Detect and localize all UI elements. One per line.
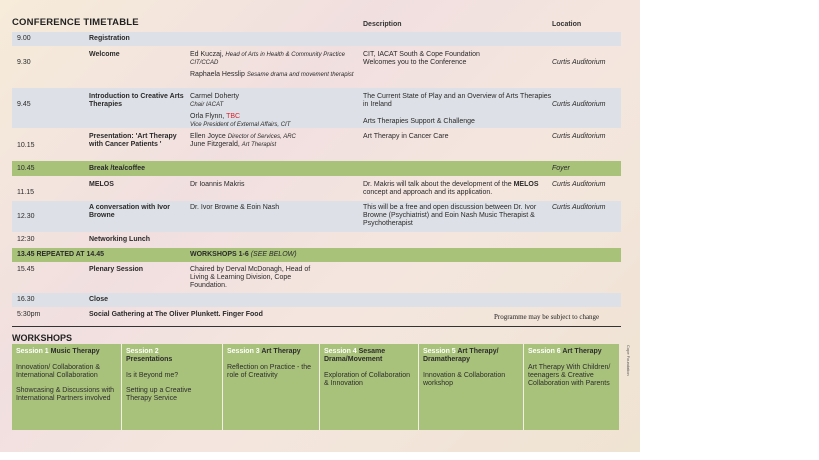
person-name: Orla Flynn, [190, 113, 225, 120]
person-name: Carmel Doherty [190, 93, 240, 100]
session-detail: Setting up a Creative Therapy Service [126, 387, 192, 402]
timetable-row [12, 293, 621, 307]
timetable-row [12, 161, 621, 176]
person-name: Ellen Joyce [190, 133, 226, 140]
row-people [190, 93, 355, 129]
row-location: Curtis Auditorium [552, 133, 606, 140]
description-emphasis: MELOS [513, 181, 539, 188]
row-time: 15.45 [17, 266, 35, 273]
timetable-row [12, 233, 621, 247]
workshops-label: WORKSHOPS 1-6 [190, 251, 249, 258]
workshops-note: (SEE BELOW) [250, 251, 297, 258]
workshops-grid [12, 344, 619, 430]
timetable-row [12, 129, 621, 160]
workshop-session-2 [122, 344, 223, 430]
row-time: 9.45 [17, 101, 31, 108]
row-title: A conversation with Ivor Browne [89, 204, 171, 219]
person-name: Ed Kuczaj, [190, 51, 224, 58]
row-location: Curtis Auditorium [552, 59, 606, 66]
person-role: Chair IACAT [190, 102, 224, 108]
row-title: Introduction to Creative Arts Therapies [89, 93, 184, 108]
session-name: Music Therapy [50, 348, 100, 355]
person-role: Director of Services, ARC [227, 134, 296, 140]
workshop-session-1 [12, 344, 122, 430]
row-time: 12:30 [17, 236, 35, 243]
tbc-badge: TBC [226, 113, 241, 120]
row-location: Curtis Auditorium [552, 101, 606, 108]
description-line: Arts Therapies Support & Challenge [363, 118, 475, 125]
session-detail: Innovation & Collaboration workshop [423, 372, 506, 387]
row-title: Welcome [89, 51, 120, 58]
description-column-header: Description [363, 21, 402, 28]
timetable-row [12, 177, 621, 200]
row-people [190, 133, 355, 149]
row-title: Social Gathering at The Oliver Plunkett. Finger Food [89, 311, 263, 318]
row-description [363, 181, 553, 197]
person-role: Art Therapist [241, 142, 277, 148]
session-detail: Reflection on Practice - the role of Creativity [227, 364, 312, 379]
row-time: 5:30pm [17, 311, 41, 318]
row-location: Foyer [552, 165, 570, 172]
row-title: Break /tea/coffee [89, 165, 146, 172]
row-location: Curtis Auditorium [552, 204, 606, 211]
row-description [363, 51, 553, 67]
workshops-title: WORKSHOPS [12, 333, 73, 343]
person-name: June Fitzgerald, [190, 141, 240, 148]
row-location: Curtis Auditorium [552, 181, 606, 188]
row-time: 10.15 [17, 142, 35, 149]
row-description: This will be a free and open discussion between Dr. Ivor Browne (Psychiatrist) and Eoin Nash Music Therapist & Psychotherapist [363, 204, 537, 227]
row-time: 13.45 REPEATED AT 14.45 [17, 251, 105, 258]
session-number: Session 3 [227, 348, 260, 355]
row-title: Close [89, 296, 109, 303]
section-divider [12, 326, 621, 327]
session-number: Session 5 [423, 348, 456, 355]
row-people [190, 51, 355, 79]
row-time: 9.30 [17, 59, 31, 66]
timetable-row [12, 263, 621, 291]
page-title: CONFERENCE TIMETABLE [12, 17, 139, 28]
session-name: Art Therapy [562, 348, 602, 355]
programme-note: Programme may be subject to change [494, 313, 600, 321]
session-detail: Showcasing & Discussions with International Partners involved [16, 387, 115, 402]
session-number: Session 2 [126, 348, 159, 355]
timetable-row [12, 201, 621, 232]
row-time: 10.45 [17, 165, 35, 172]
session-name: Presentations [126, 356, 173, 363]
description-line: CIT, IACAT South & Cope Foundation [363, 51, 480, 58]
person-name: Dr Ioannis Makris [190, 181, 245, 188]
session-number: Session 1 [16, 348, 49, 355]
description-line: The Current State of Play and an Overview of Arts Therapies in Ireland [363, 93, 552, 108]
session-name: Sesame Drama/Movement [324, 348, 386, 363]
row-description: Art Therapy in Cancer Care [363, 133, 449, 140]
session-detail: Art Therapy With Children/ teenagers & Creative Collaboration with Parents [528, 364, 611, 387]
description-line: Welcomes you to the Conference [363, 59, 467, 66]
person-name: Raphaela Hesslip [190, 71, 245, 78]
row-title: Networking Lunch [89, 236, 151, 243]
row-description [363, 93, 553, 126]
row-title: Presentation: 'Art Therapy with Cancer Patients ' [89, 133, 177, 148]
row-time: 11.15 [17, 189, 34, 196]
timetable-row [12, 248, 621, 262]
workshop-session-4 [320, 344, 419, 430]
person-role: Vice President of External Affairs, CIT [190, 122, 291, 128]
person-role: Head of Arts in Health & Community Practice CIT/CCAD [190, 52, 345, 66]
session-name: Art Therapy/ Dramatherapy [423, 348, 499, 363]
session-detail: Is it Beyond me? [126, 372, 179, 379]
workshop-session-6 [524, 344, 619, 430]
row-title: Plenary Session [89, 266, 144, 273]
timetable-row [12, 47, 621, 87]
row-people: Chaired by Derval McDonagh, Head of Living & Learning Division, Cope Foundation. [190, 266, 311, 289]
side-mark: Cope Foundation [626, 345, 631, 376]
row-title: MELOS [89, 181, 114, 188]
row-title: Registration [89, 35, 130, 42]
session-detail: Exploration of Collaboration & Innovation [324, 372, 410, 387]
session-number: Session 6 [528, 348, 561, 355]
person-name: Dr. Ivor Browne & Eoin Nash [190, 204, 280, 211]
row-time: 9.00 [17, 35, 31, 42]
description-text: Dr. Makris will talk about the development of the [363, 181, 512, 188]
session-detail: Innovation/ Collaboration & International Collaboration [16, 364, 101, 379]
session-number: Session 4 [324, 348, 357, 355]
workshop-session-5 [419, 344, 524, 430]
timetable-row [12, 32, 621, 46]
session-name: Art Therapy [261, 348, 301, 355]
row-title [190, 251, 297, 259]
description-text: concept and approach and its application. [363, 189, 493, 196]
row-time: 12.30 [17, 213, 35, 220]
location-column-header: Location [552, 21, 582, 28]
person-role: Sesame drama and movement therapist [246, 72, 354, 78]
workshop-session-3 [223, 344, 320, 430]
timetable-row [12, 88, 621, 128]
row-time: 16.30 [17, 296, 35, 303]
